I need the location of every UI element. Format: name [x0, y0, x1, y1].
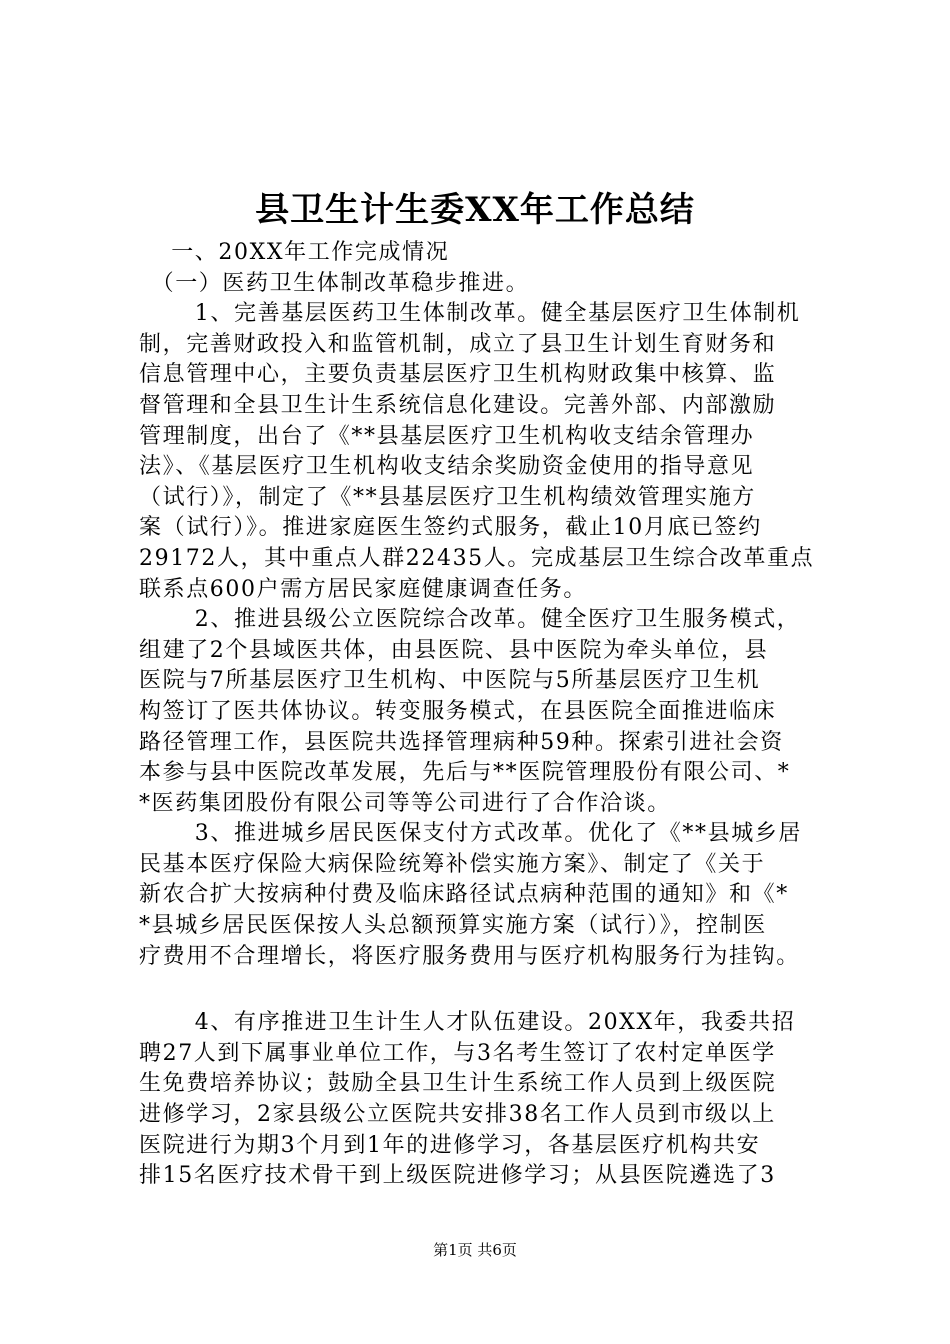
paragraph-2-line: 组建了2个县域医共体，由县医院、县中医院为牵头单位，县: [139, 637, 769, 663]
paragraph-1-line: 29172人，其中重点人群22435人。完成基层卫生综合改革重点: [139, 545, 815, 571]
paragraph-2-line: 医院与7所基层医疗卫生机构、中医院与5所基层医疗卫生机: [139, 668, 761, 694]
heading-section-1: 一、20XX年工作完成情况: [139, 240, 450, 265]
paragraph-1-line: 联系点600户需方居民家庭健康调查任务。: [139, 576, 587, 602]
paragraph-spacer: [139, 972, 853, 1008]
paragraph-1-line: 制，完善财政投入和监管机制，成立了县卫生计划生育财务和: [139, 331, 777, 357]
page-number-footer: 第1页 共6页: [433, 1241, 517, 1259]
paragraph-4-line: 生免费培养协议；鼓励全县卫生计生系统工作人员到上级医院: [139, 1071, 777, 1097]
document-title: 县卫生计生委XX年工作总结: [255, 190, 695, 230]
paragraph-4-line: 排15名医疗技术骨干到上级医院进修学习；从县医院遴选了3: [139, 1163, 776, 1189]
heading-subsection-1: （一）医药卫生体制改革稳步推进。: [139, 270, 530, 296]
paragraph-1-line: （试行）》，制定了《**县基层医疗卫生机构绩效管理实施方: [139, 484, 756, 510]
paragraph-4-line: 聘27人到下属事业单位工作，与3名考生签订了农村定单医学: [139, 1040, 776, 1066]
paragraph-3-line: 民基本医疗保险大病保险统筹补偿实施方案》、制定了《关于: [139, 851, 766, 877]
paragraph-1-line: 1、完善基层医药卫生体制改革。健全基层医疗卫生体制机: [139, 301, 801, 327]
paragraph-2-line: 本参与县中医院改革发展，先后与**医院管理股份有限公司、*: [139, 760, 791, 786]
paragraph-3-line: 疗费用不合理增长，将医疗服务费用与医疗机构服务行为挂钩。: [139, 943, 800, 969]
paragraph-2-line: 构签订了医共体协议。转变服务模式，在县医院全面推进临床: [139, 698, 777, 724]
document-body: [139, 238, 853, 1192]
paragraph-1-line: 督管理和全县卫生计生系统信息化建设。完善外部、内部激励: [139, 392, 777, 418]
paragraph-1-line: 管理制度，出台了《**县基层医疗卫生机构收支结余管理办: [139, 423, 755, 449]
paragraph-3-line: 3、推进城乡居民医保支付方式改革。优化了《**县城乡居: [139, 821, 802, 847]
paragraph-2-line: *医药集团股份有限公司等等公司进行了合作洽谈。: [139, 790, 671, 816]
paragraph-3-line: 新农合扩大按病种付费及临床路径试点病种范围的通知》和《*: [139, 882, 789, 908]
paragraph-4-line: 医院进行为期3个月到1年的进修学习，各基层医疗机构共安: [139, 1132, 761, 1158]
paragraph-1-line: 信息管理中心，主要负责基层医疗卫生机构财政集中核算、监: [139, 362, 777, 388]
paragraph-2-line: 2、推进县级公立医院综合改革。健全医疗卫生服务模式，: [139, 607, 801, 633]
paragraph-1-line: 法》、《基层医疗卫生机构收支结余奖励资金使用的指导意见: [139, 454, 755, 480]
paragraph-4-line: 4、有序推进卫生计生人才队伍建设。20XX年，我委共招: [139, 1010, 796, 1036]
paragraph-3-line: *县城乡居民医保按人头总额预算实施方案（试行）》，控制医: [139, 913, 767, 939]
paragraph-4-line: 进修学习，2家县级公立医院共安排38名工作人员到市级以上: [139, 1102, 776, 1128]
paragraph-1-line: 案（试行）》。推进家庭医生签约式服务，截止10月底已签约: [139, 515, 762, 541]
paragraph-2-line: 路径管理工作，县医院共选择管理病种59种。探索引进社会资: [139, 729, 784, 755]
